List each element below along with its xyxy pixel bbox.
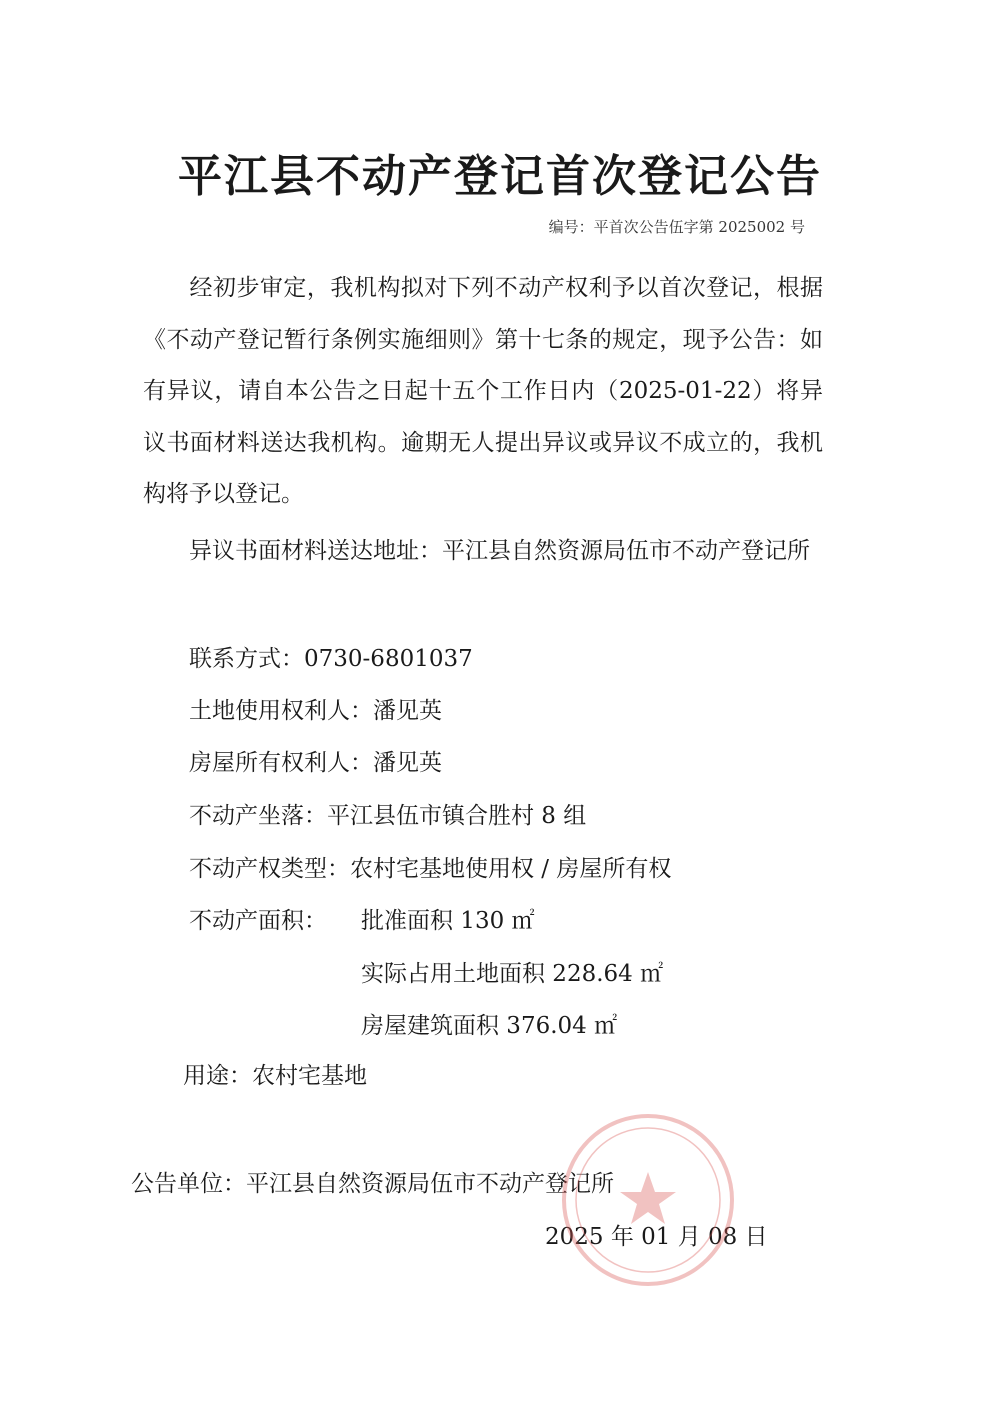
document-number: 编号：平首次公告伍字第 2025002 号 [548, 218, 805, 236]
issue-date: 2025 年 01 月 08 日 [545, 1224, 768, 1250]
house-owner-line: 房屋所有权利人：潘见英 [189, 750, 442, 776]
land-owner-line: 土地使用权利人：潘见英 [189, 698, 442, 724]
contact-line: 联系方式：0730-6801037 [189, 646, 473, 672]
address-text: 异议书面材料送达地址：平江县自然资源局伍市不动产登记所 [189, 538, 810, 564]
issuer-line: 公告单位：平江县自然资源局伍市不动产登记所 [131, 1171, 614, 1197]
page-title: 平江县不动产登记首次登记公告 [178, 151, 822, 202]
intro-paragraph [143, 263, 823, 521]
address-paragraph [143, 526, 823, 578]
official-seal-stamp [558, 1110, 738, 1290]
area-building: 房屋建筑面积 376.04 ㎡ [361, 1013, 618, 1039]
intro-text: 经初步审定，我机构拟对下列不动产权利予以首次登记，根据《不动产登记暂行条例实施细则》第十七条的规定，现予公告：如有异议，请自本公告之日起十五个工作日内（2025-01-22）将异议书面材料送达我机构。逾期无人提出异议或异议不成立的，我机构将予以登记。 [143, 275, 823, 507]
area-land: 实际占用土地面积 228.64 ㎡ [361, 961, 664, 987]
usage-line: 用途：农村宅基地 [183, 1063, 367, 1089]
right-type-line: 不动产权类型：农村宅基地使用权 / 房屋所有权 [189, 856, 672, 882]
area-approved: 批准面积 130 ㎡ [361, 908, 535, 934]
location-line: 不动产坐落：平江县伍市镇合胜村 8 组 [189, 803, 587, 829]
area-label: 不动产面积： [189, 908, 327, 934]
